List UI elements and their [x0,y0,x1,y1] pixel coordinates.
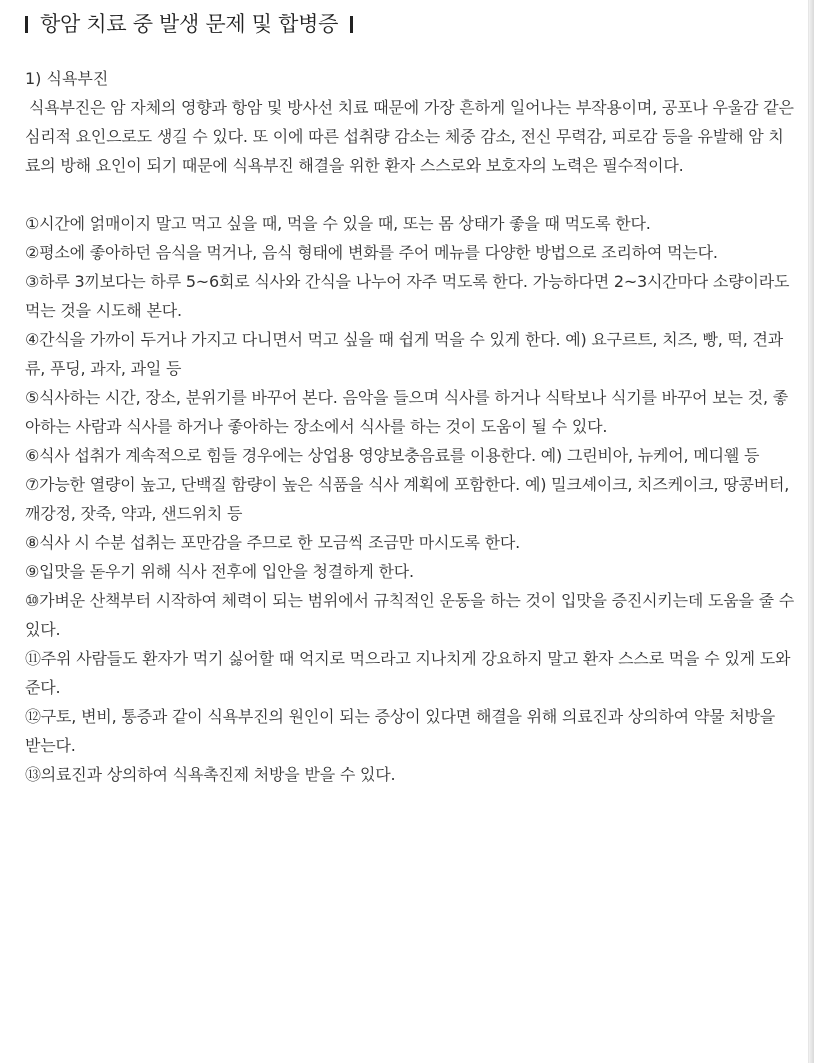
tip-item-13: ⑬의료진과 상의하여 식욕촉진제 처방을 받을 수 있다. [25,765,396,784]
tip-item-9: ⑨입맛을 돋우기 위해 식사 전후에 입안을 청결하게 한다. [25,562,414,581]
tip-item-7: ⑦가능한 열량이 높고, 단백질 함량이 높은 식품을 식사 계획에 포함한다. 예) 밀크셰이크, 치즈케이크, 땅콩버터, 깨강정, 잣죽, 약과, 샌드위치 등 [25,475,790,523]
tip-item-4: ④간식을 가까이 두거나 가지고 다니면서 먹고 싶을 때 쉽게 먹을 수 있게 한다. 예) 요구르트, 치즈, 빵, 떡, 견과류, 푸딩, 과자, 과일 등 [25,330,784,378]
section-title [25,10,795,38]
title-bar-left [25,16,28,33]
tip-item-5: ⑤식사하는 시간, 장소, 분위기를 바꾸어 본다. 음악을 들으며 식사를 하거나 식탁보나 식기를 바꾸어 보는 것, 좋아하는 사람과 식사를 하거나 좋아하는 장소에서 식사를 하는 것이 도움이 될 수 있다. [25,388,788,436]
scrollbar-track[interactable] [808,0,814,1063]
tip-list [25,209,795,789]
tip-item-8: ⑧식사 시 수분 섭취는 포만감을 주므로 한 모금씩 조금만 마시도록 한다. [25,533,521,552]
tip-item-10: ⑩가벼운 산책부터 시작하여 체력이 되는 범위에서 규칙적인 운동을 하는 것이 입맛을 증진시키는데 도움을 줄 수 있다. [25,591,795,639]
tip-item-12: ⑫구토, 변비, 통증과 같이 식욕부진의 원인이 되는 증상이 있다면 해결을 위해 의료진과 상의하여 약물 처방을 받는다. [25,707,775,755]
paragraph-gap [25,180,795,209]
title-bar-right [350,16,353,33]
tip-item-3: ③하루 3끼보다는 하루 5~6회로 식사와 간식을 나누어 자주 먹도록 한다. 가능하다면 2~3시간마다 소량이라도 먹는 것을 시도해 본다. [25,272,790,320]
section-title-text: 항암 치료 중 발생 문제 및 합병증 [40,12,339,36]
tip-item-11: ⑪주위 사람들도 환자가 먹기 싫어할 때 억지로 먹으라고 지나치게 강요하지 말고 환자 스스로 먹을 수 있게 도와준다. [25,649,791,697]
article-content [25,10,795,789]
tip-item-6: ⑥식사 섭취가 계속적으로 힘들 경우에는 상업용 영양보충음료를 이용한다. 예) 그린비아, 뉴케어, 메디웰 등 [25,446,760,465]
tip-item-2: ②평소에 좋아하던 음식을 먹거나, 음식 형태에 변화를 주어 메뉴를 다양한 방법으로 조리하여 먹는다. [25,243,718,262]
intro-paragraph: 식욕부진은 암 자체의 영향과 항암 및 방사선 치료 때문에 가장 흔하게 일어나는 부작용이며, 공포나 우울감 같은 심리적 요인으로도 생길 수 있다. 또 이에 따른 섭취량 감소는 체중 감소, 전신 무력감, 피로감 등을 유발해 암 치료의 방해 요인이 되기 때문에 식욕부진 해결을 위한 환자 스스로와 보호자의 노력은 필수적이다. [25,98,794,175]
tip-item-1: ①시간에 얽매이지 말고 먹고 싶을 때, 먹을 수 있을 때, 또는 몸 상태가 좋을 때 먹도록 한다. [25,214,651,233]
subheading: 1) 식욕부진 [25,69,109,88]
